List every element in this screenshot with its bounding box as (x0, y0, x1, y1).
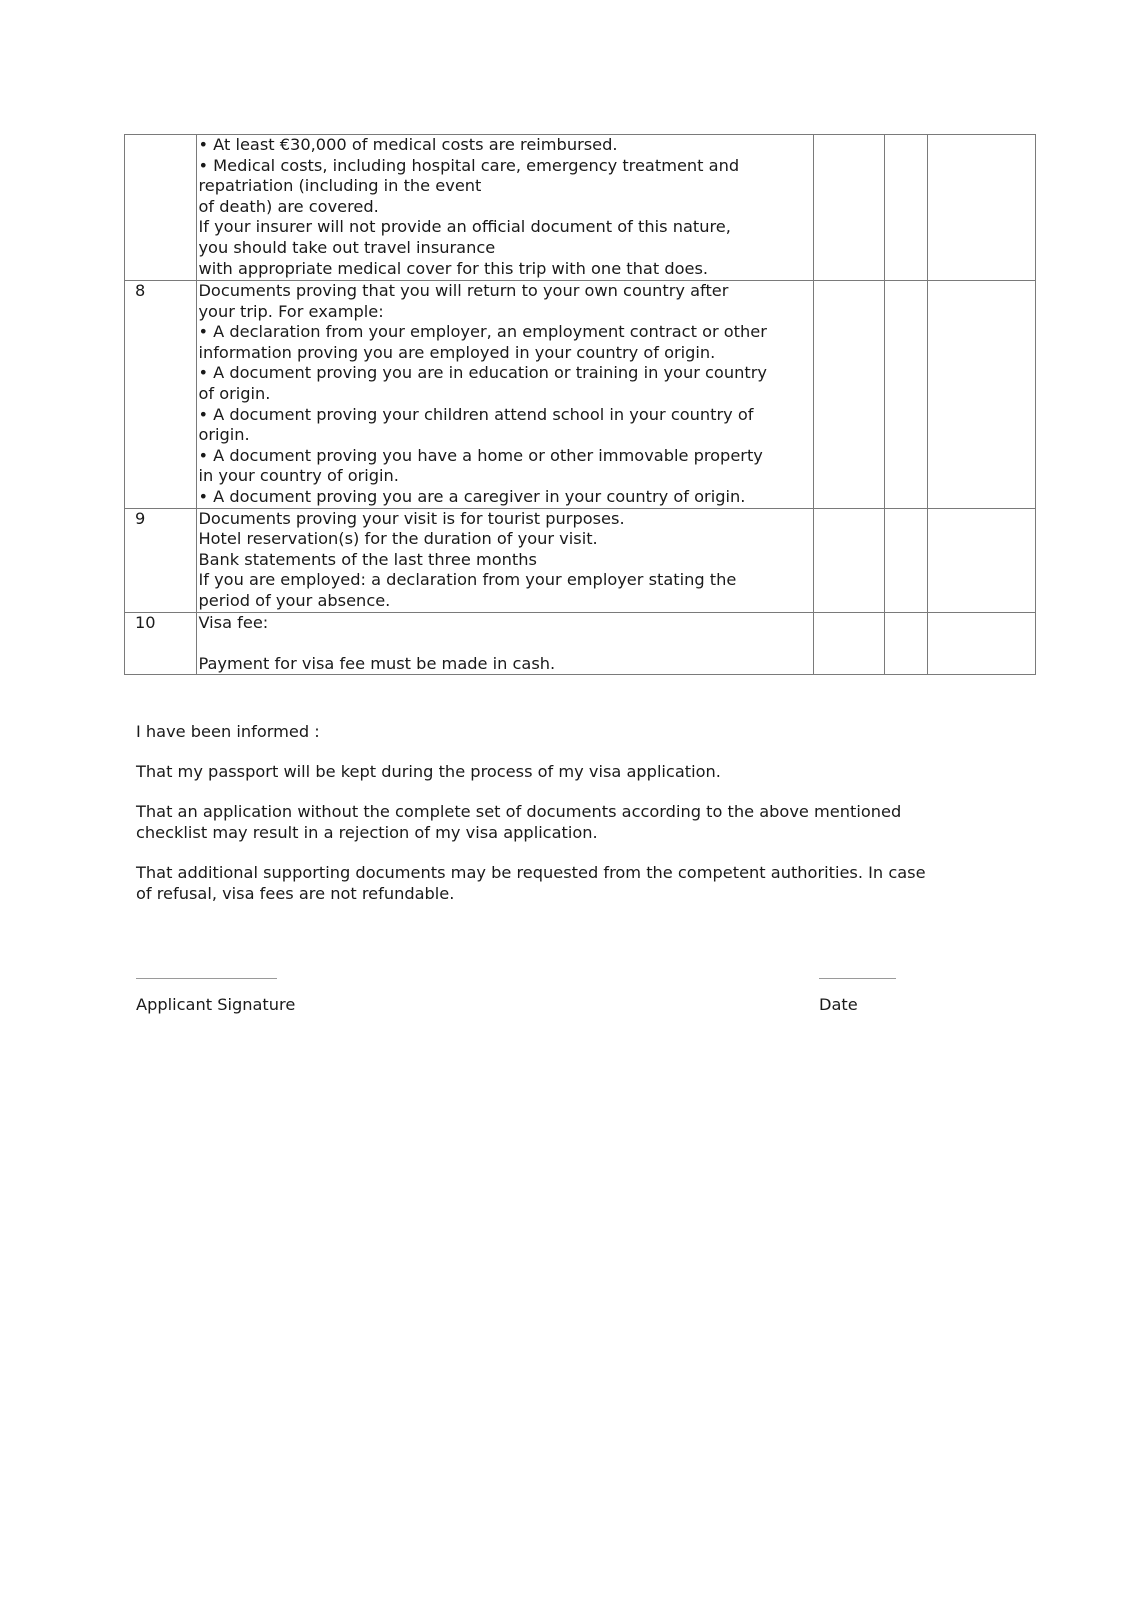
document-checklist-table (124, 134, 1036, 675)
description-line: Documents proving your visit is for tourist purposes. (198, 508, 625, 528)
description-line: Hotel reservation(s) for the duration of your visit. (198, 529, 598, 549)
remarks-cell[interactable] (928, 281, 1036, 509)
remarks-cell[interactable] (928, 612, 1036, 675)
remarks-cell[interactable] (928, 508, 1036, 612)
description-line: • A document proving you have a home or other immovable property (198, 445, 763, 465)
check-cell[interactable] (884, 281, 927, 509)
row-number: 9 (125, 508, 197, 612)
declaration-line: That my passport will be kept during the process of my visa application. (136, 762, 721, 781)
description-line: Visa fee: (198, 612, 269, 632)
declaration-line: That an application without the complete set of documents according to the above mentioned (136, 802, 902, 821)
description-line: • Medical costs, including hospital care, emergency treatment and (198, 155, 740, 175)
declaration-refusal (136, 863, 996, 904)
declaration-line: That additional supporting documents may be requested from the competent authorities. In case (136, 863, 926, 882)
row-description (197, 281, 813, 509)
declaration-incomplete (136, 802, 996, 843)
remarks-cell[interactable] (928, 135, 1036, 281)
row-description (197, 135, 813, 281)
description-line: period of your absence. (198, 590, 391, 610)
description-line: repatriation (including in the event (198, 176, 482, 196)
row-number: 8 (125, 281, 197, 509)
description-line: you should take out travel insurance (198, 237, 496, 257)
checklist-row-10 (125, 612, 1036, 675)
check-cell[interactable] (813, 612, 884, 675)
description-line: If you are employed: a declaration from your employer stating the (198, 570, 737, 590)
description-line: in your country of origin. (198, 466, 399, 486)
date-label: Date (819, 995, 858, 1014)
description-line: • A declaration from your employer, an employment contract or other (198, 322, 767, 342)
check-cell[interactable] (884, 612, 927, 675)
declaration-line: checklist may result in a rejection of my visa application. (136, 822, 598, 842)
signature-line[interactable] (136, 978, 277, 979)
description-line: of origin. (198, 383, 271, 403)
description-line: your trip. For example: (198, 301, 384, 321)
checklist-row-9 (125, 508, 1036, 612)
declaration-intro: I have been informed : (136, 722, 320, 741)
description-line: • A document proving you are in education or training in your country (198, 363, 767, 383)
check-cell[interactable] (884, 508, 927, 612)
declaration-passport (136, 762, 996, 783)
description-line: of death) are covered. (198, 196, 379, 216)
description-line: with appropriate medical cover for this trip with one that does. (198, 258, 709, 278)
check-cell[interactable] (813, 508, 884, 612)
description-line (198, 633, 808, 654)
date-line[interactable] (819, 978, 896, 979)
description-line: Bank statements of the last three months (198, 549, 537, 569)
checklist-row-8 (125, 281, 1036, 509)
description-line: Documents proving that you will return to your own country after (198, 281, 729, 300)
description-line: • A document proving you are a caregiver in your country of origin. (198, 486, 746, 506)
description-line: information proving you are employed in your country of origin. (198, 342, 716, 362)
description-line: Payment for visa fee must be made in cash. (198, 653, 556, 673)
description-line: origin. (198, 425, 250, 445)
description-line: If your insurer will not provide an official document of this nature, (198, 217, 731, 237)
description-line: • At least €30,000 of medical costs are reimbursed. (198, 135, 618, 154)
applicant-signature-label: Applicant Signature (136, 995, 296, 1014)
row-number (125, 135, 197, 281)
description-line: • A document proving your children attend school in your country of (198, 404, 754, 424)
declaration-line: of refusal, visa fees are not refundable. (136, 883, 455, 903)
check-cell[interactable] (813, 135, 884, 281)
row-description (197, 508, 813, 612)
row-description (197, 612, 813, 675)
row-number: 10 (125, 612, 197, 675)
checklist-row-continued (125, 135, 1036, 281)
check-cell[interactable] (884, 135, 927, 281)
check-cell[interactable] (813, 281, 884, 509)
